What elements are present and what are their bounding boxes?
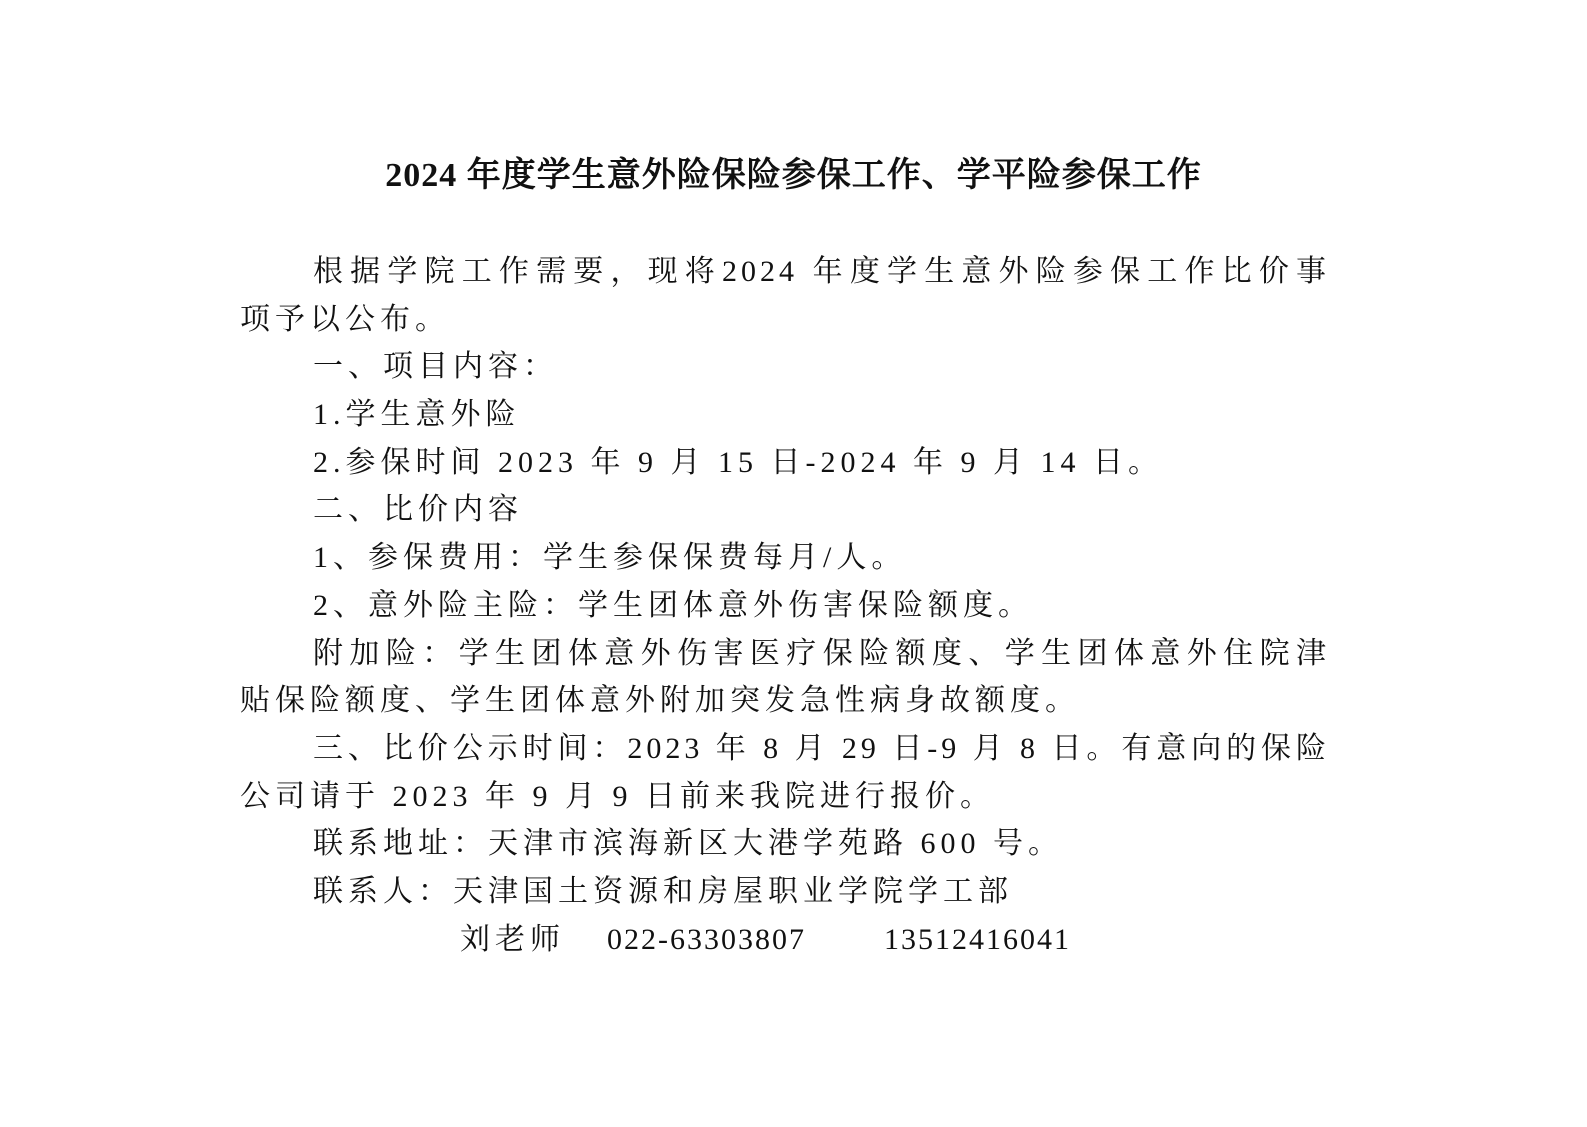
paragraph-line: 1.学生意外险 (313, 398, 521, 432)
document-body (240, 248, 1330, 963)
comparison-item-2 (240, 582, 1330, 630)
additional-insurance (240, 630, 1330, 725)
paragraph-line: 根据学院工作需要，现将2024 年度学生意外险参保工作比价事 (313, 255, 1330, 288)
section-heading-project (240, 343, 1330, 391)
contact-mobile: 13512416041 (884, 922, 1071, 956)
paragraph-line: 附加险：学生团体意外伤害医疗保险额度、学生团体意外住院津 (313, 636, 1330, 670)
section-heading-comparison (240, 486, 1330, 534)
paragraph-line: 联系地址：天津市滨海新区大港学苑路 600 号。 (313, 827, 1063, 861)
paragraph-line: 项予以公布。 (240, 302, 450, 336)
contact-name: 刘老师 (460, 922, 565, 956)
contact-phone: 022-63303807 (607, 922, 806, 956)
paragraph-line: 二、比价内容 (313, 493, 523, 527)
paragraph-intro (240, 248, 1330, 343)
comparison-item-1 (240, 534, 1330, 582)
paragraph-line: 一、项目内容： (313, 350, 558, 384)
section-publicity-time (240, 725, 1330, 820)
contact-person-line (240, 916, 1330, 964)
document-title: 2024 年度学生意外险保险参保工作、学平险参保工作 (385, 157, 1202, 194)
paragraph-line: 三、比价公示时间：2023 年 8 月 29 日-9 月 8 日。有意向的保险 (313, 731, 1330, 765)
contact-department (240, 868, 1330, 916)
paragraph-line: 2、意外险主险：学生团体意外伤害保险额度。 (313, 588, 1033, 622)
paragraph-line: 公司请于 2023 年 9 月 9 日前来我院进行报价。 (240, 779, 995, 813)
paragraph-line: 1、参保费用：学生参保保费每月/人。 (313, 541, 907, 575)
project-item-2 (240, 439, 1330, 487)
paragraph-line: 联系人：天津国土资源和房屋职业学院学工部 (313, 874, 1013, 908)
paragraph-line: 2.参保时间 2023 年 9 月 15 日-2024 年 9 月 14 日。 (313, 445, 1163, 479)
paragraph-line: 贴保险额度、学生团体意外附加突发急性病身故额度。 (240, 684, 1080, 718)
contact-address (240, 820, 1330, 868)
project-item-1 (240, 391, 1330, 439)
